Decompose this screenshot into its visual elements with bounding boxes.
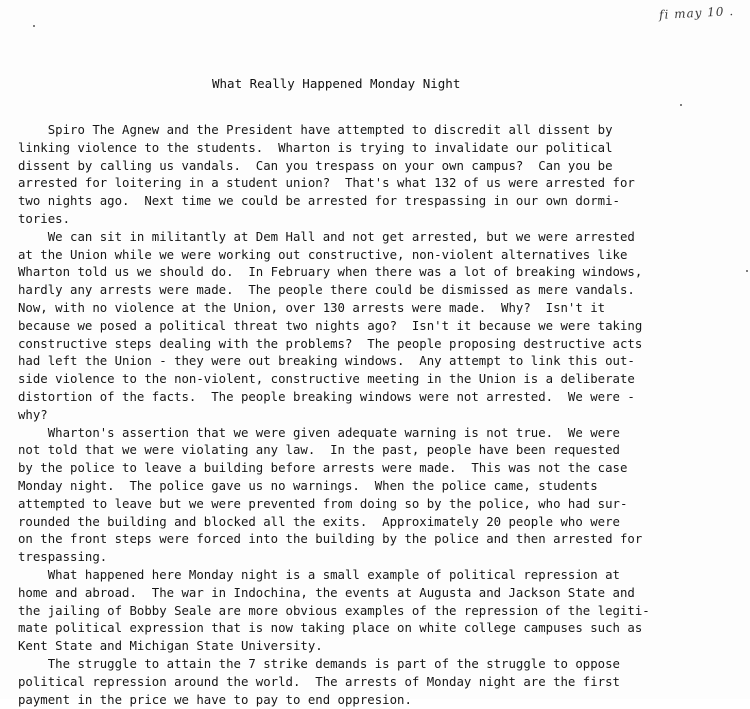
body-line: linking violence to the students. Wharton is trying to invalidate our political	[18, 140, 748, 158]
body-line: the jailing of Bobby Seale are more obvious examples of the repression of the legiti-	[18, 603, 748, 621]
body-line: tories.	[18, 211, 748, 229]
body-line: on the front steps were forced into the building by the police and then arrested for	[18, 531, 748, 549]
body-line: Wharton told us we should do. In February when there was a lot of breaking windows,	[18, 264, 748, 282]
body-line: side violence to the non-violent, constructive meeting in the Union is a deliberate	[18, 371, 748, 389]
body-line: home and abroad. The war in Indochina, the events at Augusta and Jackson State and	[18, 585, 748, 603]
body-line: trespassing.	[18, 549, 748, 567]
body-line: arrested for loitering in a student union? That's what 132 of us were arrested for	[18, 175, 748, 193]
body-line: attempted to leave but we were prevented from doing so by the police, who had sur-	[18, 496, 748, 514]
body-line: Now, with no violence at the Union, over 130 arrests were made. Why? Isn't it	[18, 300, 748, 318]
body-line: hardly any arrests were made. The people there could be dismissed as mere vandals.	[18, 282, 748, 300]
body-line: constructive steps dealing with the problems? The people proposing destructive acts	[18, 336, 748, 354]
body-line: dissent by calling us vandals. Can you trespass on your own campus? Can you be	[18, 158, 748, 176]
body-line: The struggle to attain the 7 strike demands is part of the struggle to oppose	[18, 656, 748, 674]
handwritten-note: fi may 10 .	[659, 4, 735, 22]
body-line: at the Union while we were working out constructive, non-violent alternatives like	[18, 247, 748, 265]
body-line: Monday night. The police gave us no warnings. When the police came, students	[18, 478, 748, 496]
paper-speck	[33, 25, 35, 27]
body-line: Spiro The Agnew and the President have attempted to discredit all dissent by	[18, 122, 748, 140]
body-line: not told that we were violating any law. In the past, people have been requested	[18, 442, 748, 460]
document-body	[18, 122, 748, 709]
paper-speck	[680, 104, 682, 106]
body-line: rounded the building and blocked all the exits. Approximately 20 people who were	[18, 514, 748, 532]
body-line: Kent State and Michigan State University.	[18, 638, 748, 656]
body-line: What happened here Monday night is a small example of political repression at	[18, 567, 748, 585]
body-line: two nights ago. Next time we could be arrested for trespassing in our own dormi-	[18, 193, 748, 211]
body-line: had left the Union - they were out breaking windows. Any attempt to link this out-	[18, 353, 748, 371]
body-line: because we posed a political threat two nights ago? Isn't it because we were taking	[18, 318, 748, 336]
body-line: mate political expression that is now taking place on white college campuses such as	[18, 620, 748, 638]
body-line: We can sit in militantly at Dem Hall and not get arrested, but we were arrested	[18, 229, 748, 247]
body-line: distortion of the facts. The people breaking windows were not arrested. We were -	[18, 389, 748, 407]
body-line: payment in the price we have to pay to end oppresion.	[18, 692, 748, 709]
document-title: What Really Happened Monday Night	[212, 76, 460, 91]
body-line: by the police to leave a building before arrests were made. This was not the case	[18, 460, 748, 478]
body-line: Wharton's assertion that we were given adequate warning is not true. We were	[18, 425, 748, 443]
body-line: political repression around the world. The arrests of Monday night are the first	[18, 674, 748, 692]
body-line: why?	[18, 407, 748, 425]
